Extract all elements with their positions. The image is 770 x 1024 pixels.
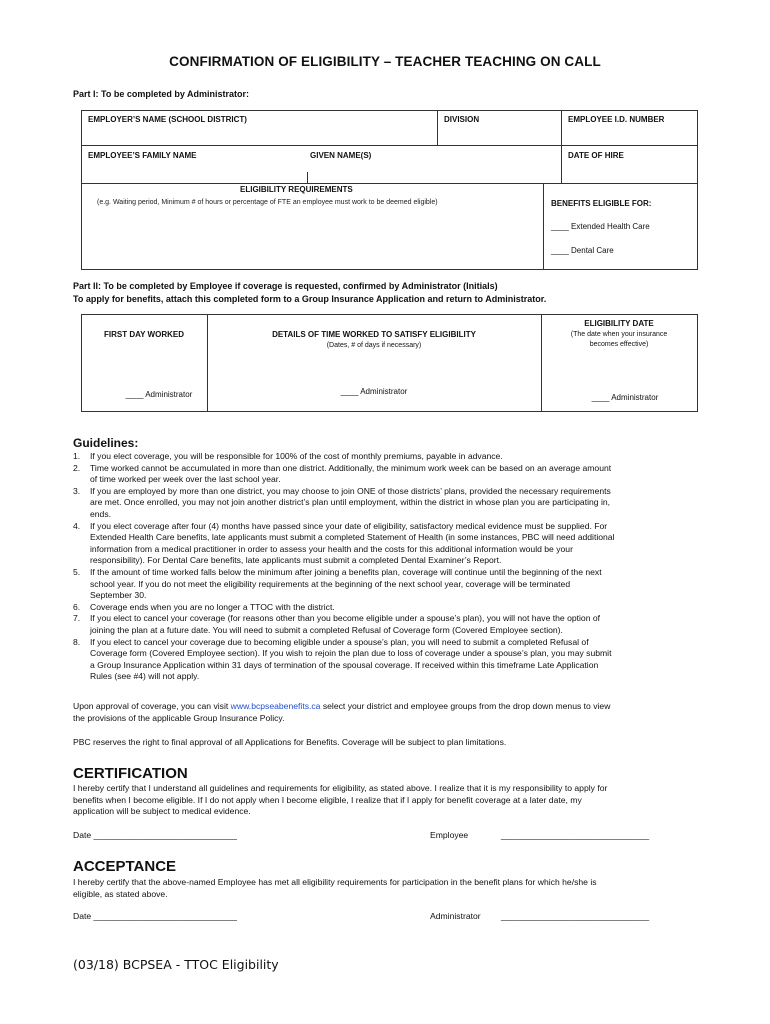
guideline-line	[73, 602, 709, 614]
form-footer: (03/18) BCPSEA - TTOC Eligibility	[73, 957, 279, 972]
guideline-number	[73, 590, 90, 602]
guideline-number	[73, 555, 90, 567]
certification-line: application will be subject to medical evidence.	[73, 806, 251, 817]
guideline-text: Coverage form (Covered Employee section). If you wish to rejoin the plan due to loss of coverage under a spouse’s plan, you may submit	[90, 648, 612, 659]
guideline-text: September 30.	[90, 590, 147, 601]
guideline-text: If you are employed by more than one district, you may choose to join ONE of those districts’ plans, provided the necessary requirements	[90, 485, 611, 496]
guideline-line	[73, 555, 709, 567]
guideline-number	[73, 544, 90, 556]
dental-care-option[interactable]: ____ Dental Care	[551, 246, 614, 255]
eligibility-date-admin-initials[interactable]: ____ Administrator	[591, 393, 659, 402]
guideline-number	[73, 532, 90, 544]
guideline-number	[73, 625, 90, 637]
guideline-line	[73, 671, 709, 683]
guideline-line	[73, 567, 709, 579]
guideline-number	[73, 497, 90, 509]
form-title: CONFIRMATION OF ELIGIBILITY – TEACHER TEACHING ON CALL	[169, 54, 601, 69]
division-label: DIVISION	[444, 115, 480, 124]
acceptance-heading: ACCEPTANCE	[73, 858, 177, 875]
guideline-text: Rules (see #4) will not apply.	[90, 671, 200, 682]
guideline-text: Extended Health Care benefits, late applicants must submit a completed Statement of Health (in some instances, PBC will need additional	[90, 532, 615, 543]
cert-date-field[interactable]: Date ______________________________	[73, 830, 237, 840]
first-day-worked-label: FIRST DAY WORKED	[103, 330, 184, 339]
details-admin-initials[interactable]: ____ Administrator	[340, 387, 408, 396]
guideline-text: school year. If you do not meet the eligibility requirements at the beginning of the next school year, coverage will be terminated	[90, 578, 571, 589]
guideline-line	[73, 509, 709, 521]
acc-admin-signature-field[interactable]: _______________________________	[501, 911, 650, 921]
guideline-number	[73, 474, 90, 486]
guideline-text: are met. Once enrolled, you may not join another district’s plan until employment, within the district in whose plan you are participating in,	[90, 497, 611, 508]
guideline-number: 6.	[73, 601, 81, 612]
part2-heading-line2: To apply for benefits, attach this completed form to a Group Insurance Application and return to Administrator.	[73, 294, 547, 304]
benefits-eligible-label: BENEFITS ELIGIBLE FOR:	[551, 199, 652, 208]
guideline-text: joining the plan at a future date. You will need to submit a completed Refusal of Coverage form (Covered Employee section).	[90, 624, 563, 635]
guideline-line	[73, 532, 709, 544]
acc-admin-label: Administrator	[430, 911, 481, 921]
guideline-text: If you elect coverage after four (4) months have passed since your date of eligibility, satisfactory medical evidence must be supplied. For	[90, 520, 608, 531]
guideline-line	[73, 521, 709, 533]
guideline-line	[73, 660, 709, 672]
eligibility-date-note-2: becomes effective)	[589, 341, 649, 348]
guidelines-list	[73, 451, 709, 683]
acceptance-line: eligible, as stated above.	[73, 888, 168, 899]
eligibility-date-note-1: (The date when your insurance	[570, 331, 668, 338]
part2-heading-line1: Part II: To be completed by Employee if coverage is requested, confirmed by Administrator (Initials)	[73, 281, 498, 291]
guideline-number: 5.	[73, 566, 81, 577]
guideline-text: If you elect coverage, you will be responsible for 100% of the cost of monthly premiums, payable in advance.	[90, 451, 503, 461]
guideline-number	[73, 579, 90, 591]
guideline-line	[73, 451, 709, 463]
cert-employee-label: Employee	[430, 830, 469, 840]
guideline-text: information from a medical practitioner in order to assess your health and the costs for this additional information would be your	[90, 543, 573, 554]
guideline-number: 8.	[73, 636, 81, 647]
guideline-line	[73, 544, 709, 556]
guideline-text: of time worked per week over the last school year.	[90, 474, 281, 485]
guideline-line	[73, 637, 709, 649]
guideline-line	[73, 625, 709, 637]
guideline-line	[73, 463, 709, 475]
guideline-number: 1.	[73, 451, 81, 461]
guideline-number: 7.	[73, 613, 81, 624]
first-day-admin-initials[interactable]: ____ Administrator	[125, 390, 193, 399]
guideline-line	[73, 579, 709, 591]
guideline-text: If you elect to cancel your coverage (for reasons other than you become eligible under a spouse’s plan), you will not have the option of	[90, 613, 601, 624]
employee-id-label: EMPLOYEE I.D. NUMBER	[568, 115, 665, 124]
certification-heading: CERTIFICATION	[73, 765, 188, 782]
pbc-reserves-text: PBC reserves the right to final approval of all Applications for Benefits. Coverage will be subject to plan limitations.	[73, 737, 507, 747]
guideline-text: Coverage ends when you are no longer a TTOC with the district.	[90, 601, 335, 612]
approval-text-line2: the provisions of the applicable Group Insurance Policy.	[73, 712, 285, 723]
guideline-text: ends.	[90, 508, 112, 519]
guideline-number	[73, 660, 90, 672]
guideline-line	[73, 648, 709, 660]
guideline-text: If you elect to cancel your coverage due to becoming eligible under a spouse’s plan, you will need to submit a completed Refusal of	[90, 636, 589, 647]
guideline-line	[73, 486, 709, 498]
guideline-line	[73, 474, 709, 486]
guideline-text: responsibility). For Dental Care benefits, late applicants must submit a completed Dental Examiner’s Report.	[90, 555, 502, 566]
date-of-hire-label: DATE OF HIRE	[568, 151, 624, 160]
certification-line: benefits when I become eligible. If I do not apply when I become eligible, I realize that if I apply for benefit coverage at a later date, my	[73, 794, 582, 805]
eligibility-date-label: ELIGIBILITY DATE	[584, 319, 654, 328]
approval-text-pre: Upon approval of coverage, you can visit	[73, 701, 231, 711]
employer-name-label: EMPLOYER’S NAME (SCHOOL DISTRICT)	[88, 115, 247, 124]
eligibility-example-text: (e.g. Waiting period, Minimum # of hours or percentage of FTE an employee must work to be deemed eligible)	[97, 199, 438, 206]
guideline-number	[73, 671, 90, 683]
guideline-number: 3.	[73, 485, 81, 496]
guidelines-heading: Guidelines:	[73, 436, 139, 450]
cert-employee-signature-field[interactable]: _______________________________	[501, 830, 650, 840]
details-time-worked-label: DETAILS OF TIME WORKED TO SATISFY ELIGIBILITY	[272, 330, 476, 339]
extended-health-option[interactable]: ____ Extended Health Care	[551, 222, 650, 231]
guideline-text: If the amount of time worked falls below the minimum after joining a benefits plan, coverage will continue until the beginning of the next	[90, 566, 602, 577]
acc-date-field[interactable]: Date ______________________________	[73, 911, 237, 921]
certification-line: I hereby certify that I understand all guidelines and requirements for eligibility, as stated above. I realize that it is my responsibility to apply for	[73, 783, 608, 793]
acceptance-text	[73, 877, 713, 900]
part1-heading: Part I: To be completed by Administrator:	[73, 89, 250, 99]
family-name-label: EMPLOYEE’S FAMILY NAME	[88, 151, 197, 160]
approval-paragraph	[73, 701, 713, 724]
guideline-number: 2.	[73, 462, 81, 473]
approval-text-post: select your district and employee groups from the drop down menus to view	[320, 701, 611, 711]
details-note: (Dates, # of days if necessary)	[326, 342, 422, 349]
guideline-number	[73, 509, 90, 521]
given-names-label: GIVEN NAME(S)	[310, 151, 372, 160]
eligibility-requirements-label: ELIGIBILITY REQUIREMENTS	[240, 185, 353, 194]
certification-text	[73, 783, 713, 818]
bcpsea-benefits-link[interactable]: www.bcpseabenefits.ca	[230, 701, 321, 711]
guideline-line	[73, 497, 709, 509]
guideline-line	[73, 613, 709, 625]
guideline-line	[73, 590, 709, 602]
guideline-number	[73, 648, 90, 660]
guideline-number: 4.	[73, 520, 81, 531]
acceptance-line: I hereby certify that the above-named Employee has met all eligibility requirements for participation in the benefit plans for which he/she is	[73, 877, 597, 887]
guideline-text: Time worked cannot be accumulated in more than one district. Additionally, the minimum work week can be based on an average amount	[90, 462, 612, 473]
guideline-text: a Group Insurance Application within 31 days of termination of the spousal coverage. If received within this timeframe Late Application	[90, 659, 599, 670]
